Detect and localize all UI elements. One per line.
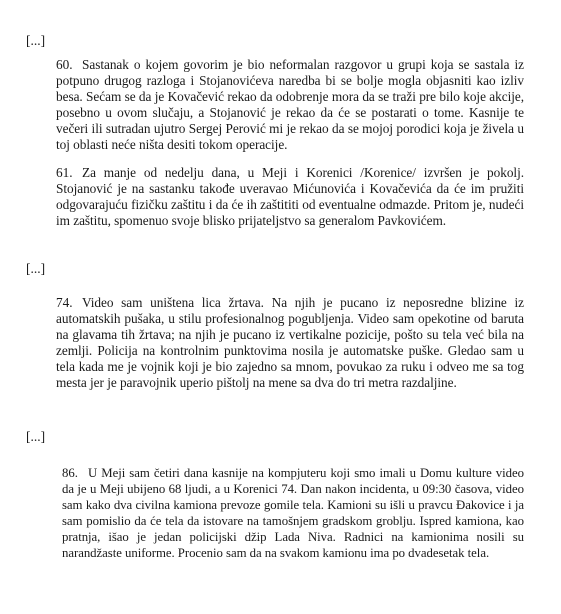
paragraph-86 [62, 465, 524, 561]
paragraph-60 [56, 57, 524, 153]
paragraph-74 [56, 295, 524, 391]
paragraph-text: Za manje od nedelju dana, u Meji i Korenici /Korenice/ izvršen je pokolj. Stojanović je na sastanku takođe uveravao Mićunovića i Kovačevića da će im pružiti odgovarajuću fizičku zaštitu i da će ih zaštititi od eventualne odmazde. Pritom je, nudeći im zaštitu, spomenuo svoje blisko prijateljstvo sa generalom Pavkovićem. [56, 165, 524, 228]
paragraph-61 [56, 165, 524, 229]
paragraph-text: Sastanak o kojem govorim je bio neformalan razgovor u grupi koja se sastala iz potpuno drugog razloga i Stojanovićeva naredba bi se bolje mogla objasniti kao izliv besa. Sećam se da je Kovačević rekao da odobrenje mora da se traži pre bilo koje akcije, posebno u ovom slučaju, a Stojanović je rekao da će se postarati o tome. Kasnije te večeri ili sutradan ujutro Sergej Perović mi je rekao da se mojoj porodici koja je živela u toj oblasti neće ništa desiti tokom operacije. [56, 57, 524, 152]
omission-mark: [...] [26, 33, 46, 48]
paragraph-number: 61. [56, 165, 73, 180]
paragraph-number: 74. [56, 295, 73, 310]
paragraph-number: 86. [62, 466, 78, 480]
paragraph-number: 60. [56, 57, 73, 72]
omission-mark: [...] [26, 429, 46, 444]
omission-mark: [...] [26, 261, 46, 276]
paragraph-text: U Meji sam četiri dana kasnije na kompjuteru koji smo imali u Domu kulture video da je u Meji ubijeno 68 ljudi, a u Korenici 74. Dan nakon incidenta, u 09:30 časova, video sam kako dva civilna kamiona prevoze gomile tela. Kamioni su išli u pravcu Đakovice i ja sam pomislio da će tela da istovare na tamošnjem gradskom groblju. Ispred kamiona, kao pratnja, išao je jedan policijski džip Lada Niva. Radnici na kamionima nosili su narandžaste uniforme. Procenio sam da na svakom kamionu ima po dvadesetak tela. [62, 466, 524, 560]
paragraph-text: Video sam uništena lica žrtava. Na njih je pucano iz neposredne blizine iz automatskih pušaka, u stilu profesionalnog pogubljenja. Video sam opekotine od baruta na glavama tih žrtava; na njih je pucano iz vertikalne pozicije, pošto su tela već bila na zemlji. Policija na kontrolnim punktovima nosila je automatske puške. Gledao sam u tela kada me je vojnik koji je bio zajedno sa mnom, povukao za ruku i odveo me sa tog mesta jer je paravojnik uperio pištolj na mene sa dva do tri metra razdaljine. [56, 295, 524, 390]
